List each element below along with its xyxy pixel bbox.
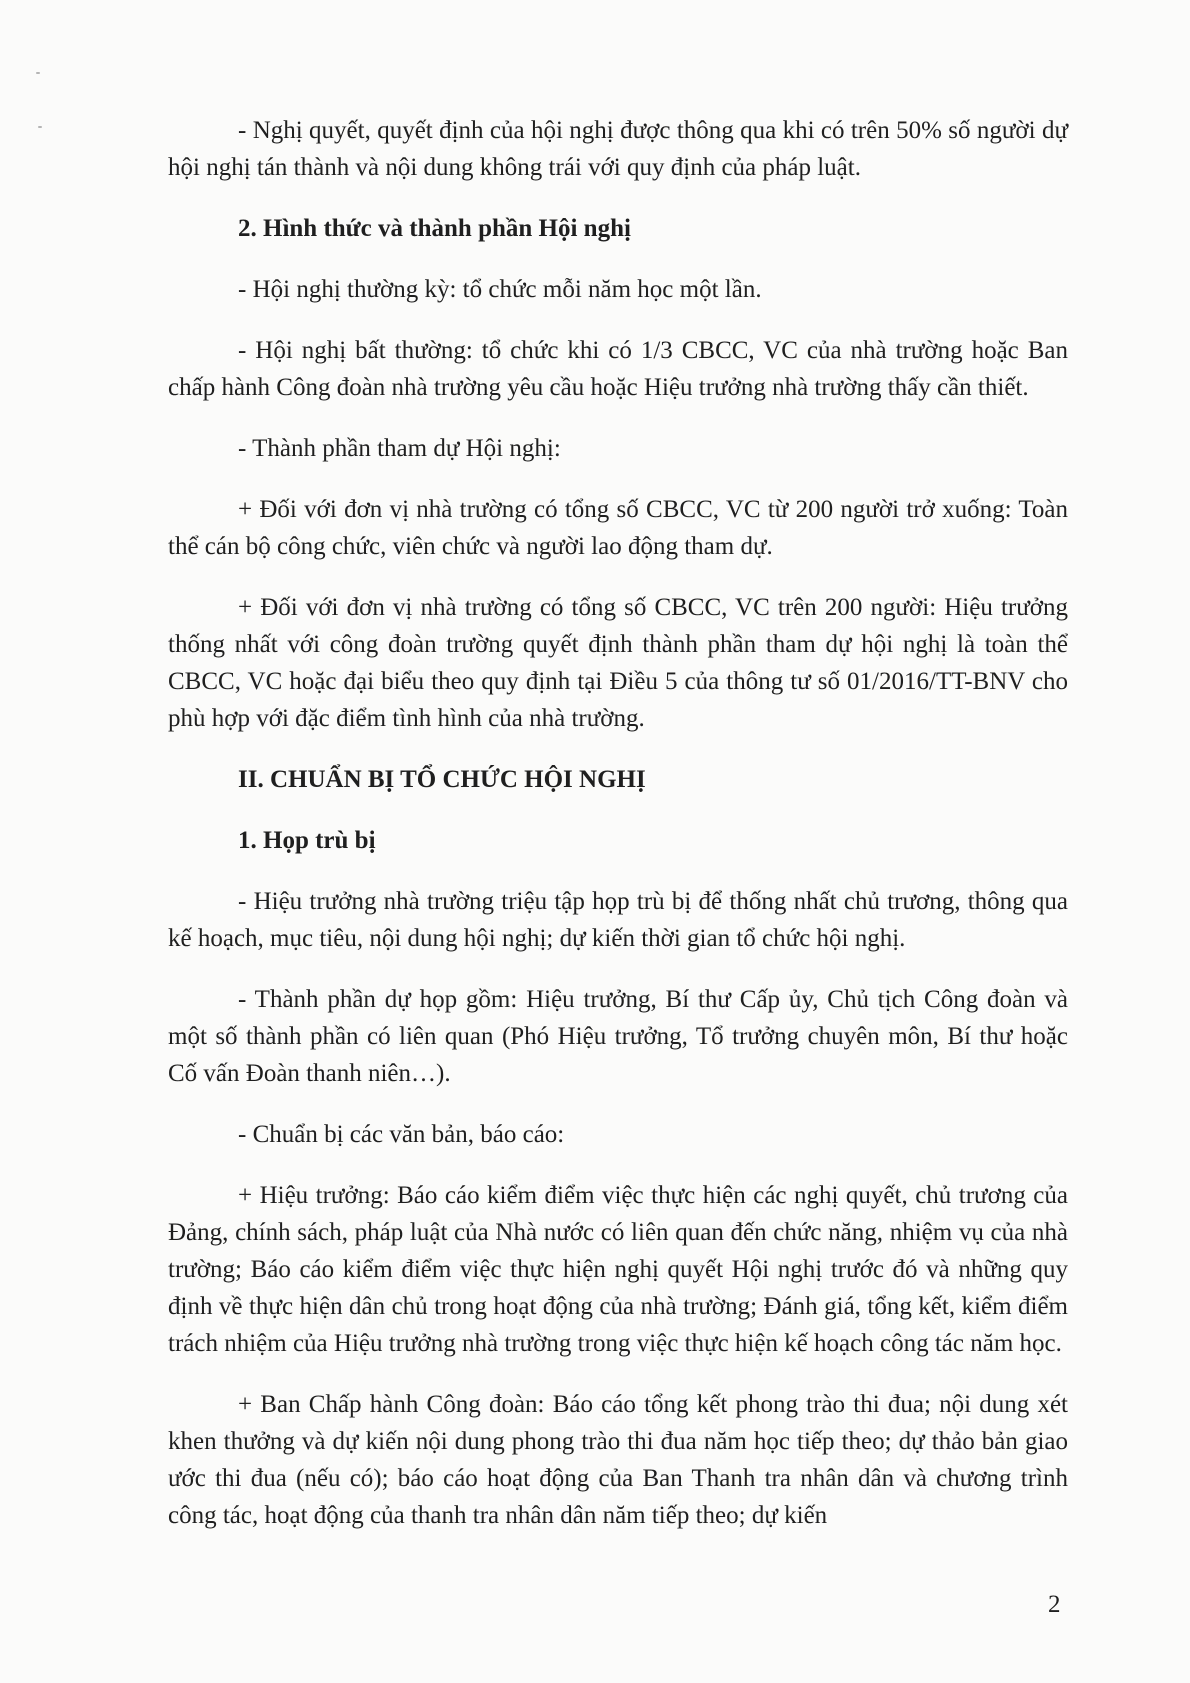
paragraph: + Đối với đơn vị nhà trường có tổng số CBCC, VC từ 200 người trở xuống: Toàn thể cán bộ công chức, viên chức và người lao động tham dự. xyxy=(168,496,1068,560)
chapter-heading: II. CHUẨN BỊ TỔ CHỨC HỘI NGHỊ xyxy=(238,766,646,793)
scan-speck xyxy=(36,72,40,74)
document-body xyxy=(168,112,1068,1558)
paragraph: - Thành phần tham dự Hội nghị: xyxy=(238,435,561,462)
scan-speck xyxy=(38,126,42,128)
paragraph: - Chuẩn bị các văn bản, báo cáo: xyxy=(238,1121,565,1148)
paragraph: - Hội nghị thường kỳ: tổ chức mỗi năm học một lần. xyxy=(238,276,762,303)
paragraph: + Ban Chấp hành Công đoàn: Báo cáo tổng kết phong trào thi đua; nội dung xét khen thưởng và dự kiến nội dung phong trào thi đua năm học tiếp theo; dự thảo bản giao ước thi đua (nếu có); báo cáo hoạt động của Ban Thanh tra nhân dân và chương trình công tác, hoạt động của thanh tra nhân dân năm tiếp theo; dự kiến xyxy=(168,1391,1068,1529)
paragraph: - Hội nghị bất thường: tổ chức khi có 1/3 CBCC, VC của nhà trường hoặc Ban chấp hành Công đoàn nhà trường yêu cầu hoặc Hiệu trưởng nhà trường thấy cần thiết. xyxy=(168,337,1068,401)
page-number: 2 xyxy=(1048,1591,1061,1618)
paragraph: - Nghị quyết, quyết định của hội nghị được thông qua khi có trên 50% số người dự hội nghị tán thành và nội dung không trái với quy định của pháp luật. xyxy=(168,117,1068,181)
paragraph: - Thành phần dự họp gồm: Hiệu trưởng, Bí thư Cấp ủy, Chủ tịch Công đoàn và một số thành phần có liên quan (Phó Hiệu trưởng, Tổ trưởng chuyên môn, Bí thư hoặc Cố vấn Đoàn thanh niên…). xyxy=(168,986,1068,1087)
section-heading: 1. Họp trù bị xyxy=(238,827,376,854)
paragraph: + Đối với đơn vị nhà trường có tổng số CBCC, VC trên 200 người: Hiệu trưởng thống nhất với công đoàn trường quyết định thành phần tham dự hội nghị là toàn thể CBCC, VC hoặc đại biểu theo quy định tại Điều 5 của thông tư số 01/2016/TT-BNV cho phù hợp với đặc điểm tình hình của nhà trường. xyxy=(168,594,1068,732)
paragraph: - Hiệu trưởng nhà trường triệu tập họp trù bị để thống nhất chủ trương, thông qua kế hoạch, mục tiêu, nội dung hội nghị; dự kiến thời gian tổ chức hội nghị. xyxy=(168,888,1068,952)
section-heading: 2. Hình thức và thành phần Hội nghị xyxy=(238,215,631,242)
paragraph: + Hiệu trưởng: Báo cáo kiểm điểm việc thực hiện các nghị quyết, chủ trương của Đảng, chính sách, pháp luật của Nhà nước có liên quan đến chức năng, nhiệm vụ của nhà trường; Báo cáo kiểm điểm việc thực hiện nghị quyết Hội nghị trước đó và những quy định về thực hiện dân chủ trong hoạt động của nhà trường; Đánh giá, tổng kết, kiểm điểm trách nhiệm của Hiệu trưởng nhà trường trong việc thực hiện kế hoạch công tác năm học. xyxy=(168,1182,1068,1357)
